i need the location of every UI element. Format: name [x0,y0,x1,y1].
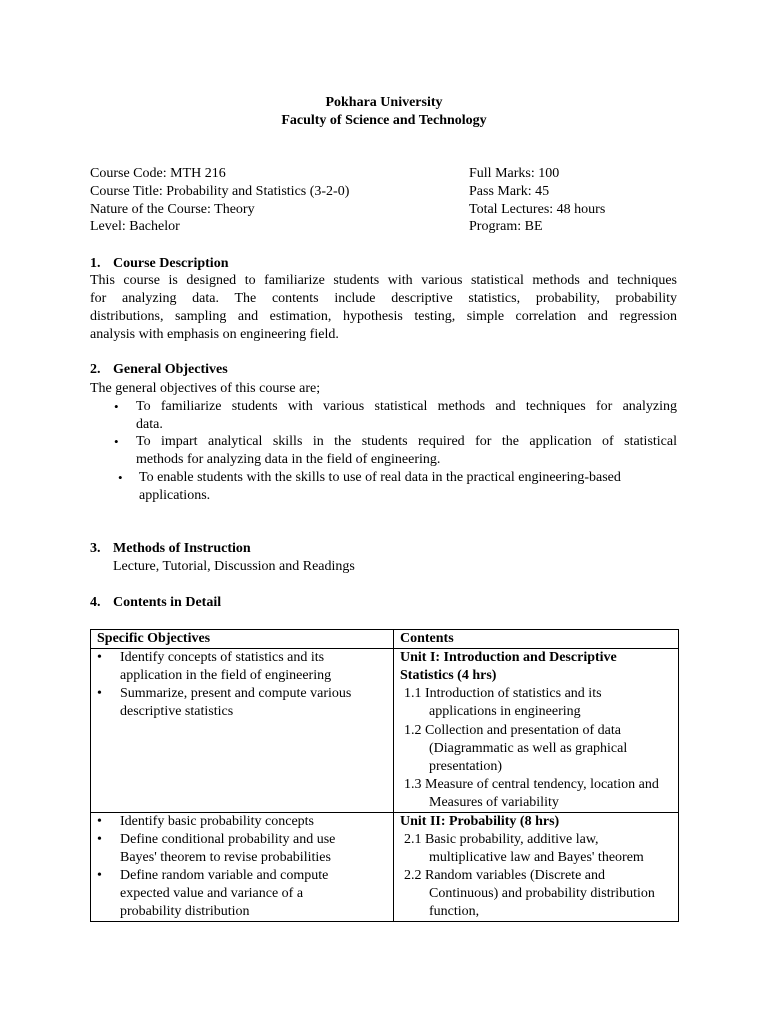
section-1-title: Course Description [113,256,229,271]
objective-item [139,469,677,505]
content-line: function, [429,904,480,919]
course-level: Level: Bachelor [90,219,180,234]
section-4-title: Contents in Detail [113,595,222,610]
list-item [91,649,393,685]
objective-text: Define random variable and compute [120,868,329,883]
objective-text: probability distribution [120,904,250,919]
list-item [91,867,393,921]
course-nature: Nature of the Course: Theory [90,202,255,217]
list-item [91,813,393,831]
content-line: 1.2 Collection and presentation of data [404,723,621,738]
faculty-name: Faculty of Science and Technology [281,113,487,128]
course-code: Course Code: MTH 216 [90,166,226,181]
list-item [91,685,393,721]
description-line: analysis with emphasis on engineering field. [90,327,339,342]
section-3-title: Methods of Instruction [113,541,251,556]
bullet-icon: • [114,434,119,449]
objective-line: To familiarize students with various statistical methods and techniques for analyzing [136,399,677,414]
description-line: This course is designed to familiarize students with various statistical methods and techniques [90,273,677,288]
bullet-icon: • [97,686,102,701]
unit-title-line: Unit II: Probability (8 hrs) [400,814,560,829]
course-title: Course Title: Probability and Statistics (3-2-0) [90,184,350,199]
section-2-number: 2. [90,362,101,377]
total-lectures: Total Lectures: 48 hours [469,202,606,217]
objective-line: data. [136,417,163,432]
content-line: multiplicative law and Bayes' theorem [429,850,644,865]
bullet-icon: • [97,814,102,829]
full-marks: Full Marks: 100 [469,166,560,181]
content-item [399,776,678,812]
description-line: distributions, sampling and estimation, hypothesis testing, simple correlation and regression [90,309,677,324]
content-line: 1.3 Measure of central tendency, location and [404,777,659,792]
contents-table [90,629,679,922]
content-line: Measures of variability [429,795,559,810]
course-description [90,272,677,344]
content-line: 2.1 Basic probability, additive law, [404,832,599,847]
content-line: 2.2 Random variables (Discrete and [404,868,605,883]
content-line: 1.1 Introduction of statistics and its [404,686,602,701]
content-line: Continuous) and probability distribution [429,886,655,901]
objective-item [136,433,677,469]
objective-text: application in the field of engineering [120,668,332,683]
content-line: presentation) [429,759,503,774]
section-4-number: 4. [90,595,101,610]
unit-title [394,813,678,831]
unit-title-line: Statistics (4 hrs) [400,668,497,683]
list-item [91,831,393,867]
header-specific-objectives: Specific Objectives [91,630,394,649]
university-name: Pokhara University [325,95,443,110]
description-line: for analyzing data. The contents include descriptive statistics, probability, probability [90,291,677,306]
pass-mark: Pass Mark: 45 [469,184,550,199]
bullet-icon: • [97,650,102,665]
header-contents: Contents [394,630,679,649]
objective-item [136,398,677,434]
objective-text: Identify basic probability concepts [120,814,314,829]
objective-text: expected value and variance of a [120,886,304,901]
table-header-row [91,630,679,649]
content-item [399,685,678,721]
contents-cell [394,649,679,813]
objectives-intro: The general objectives of this course are; [90,381,321,396]
bullet-icon: • [97,868,102,883]
objectives-cell [91,649,394,813]
objective-line: To enable students with the skills to use of real data in the practical engineering-based [139,470,621,485]
table-row [91,813,679,922]
section-3-number: 3. [90,541,101,556]
objective-text: Identify concepts of statistics and its [120,650,325,665]
bullet-icon: • [118,470,123,485]
objective-text: descriptive statistics [120,704,234,719]
objective-line: methods for analyzing data in the field of engineering. [136,452,441,467]
instruction-methods: Lecture, Tutorial, Discussion and Readings [113,559,355,574]
content-line: applications in engineering [429,704,581,719]
section-2-title: General Objectives [113,362,228,377]
bullet-icon: • [114,399,119,414]
content-item [399,722,678,776]
bullet-icon: • [97,832,102,847]
table-row [91,649,679,813]
unit-title [394,649,678,685]
content-item [399,867,678,921]
objective-line: applications. [139,488,211,503]
objective-line: To impart analytical skills in the students required for the application of statistical [136,434,677,449]
content-item [399,831,678,867]
section-1-number: 1. [90,256,101,271]
objectives-cell [91,813,394,922]
unit-title-line: Unit I: Introduction and Descriptive [400,650,617,665]
objective-text: Summarize, present and compute various [120,686,352,701]
objective-text: Define conditional probability and use [120,832,336,847]
contents-cell [394,813,679,922]
objective-text: Bayes' theorem to revise probabilities [120,850,331,865]
program: Program: BE [469,219,543,234]
content-line: (Diagrammatic as well as graphical [429,741,628,756]
